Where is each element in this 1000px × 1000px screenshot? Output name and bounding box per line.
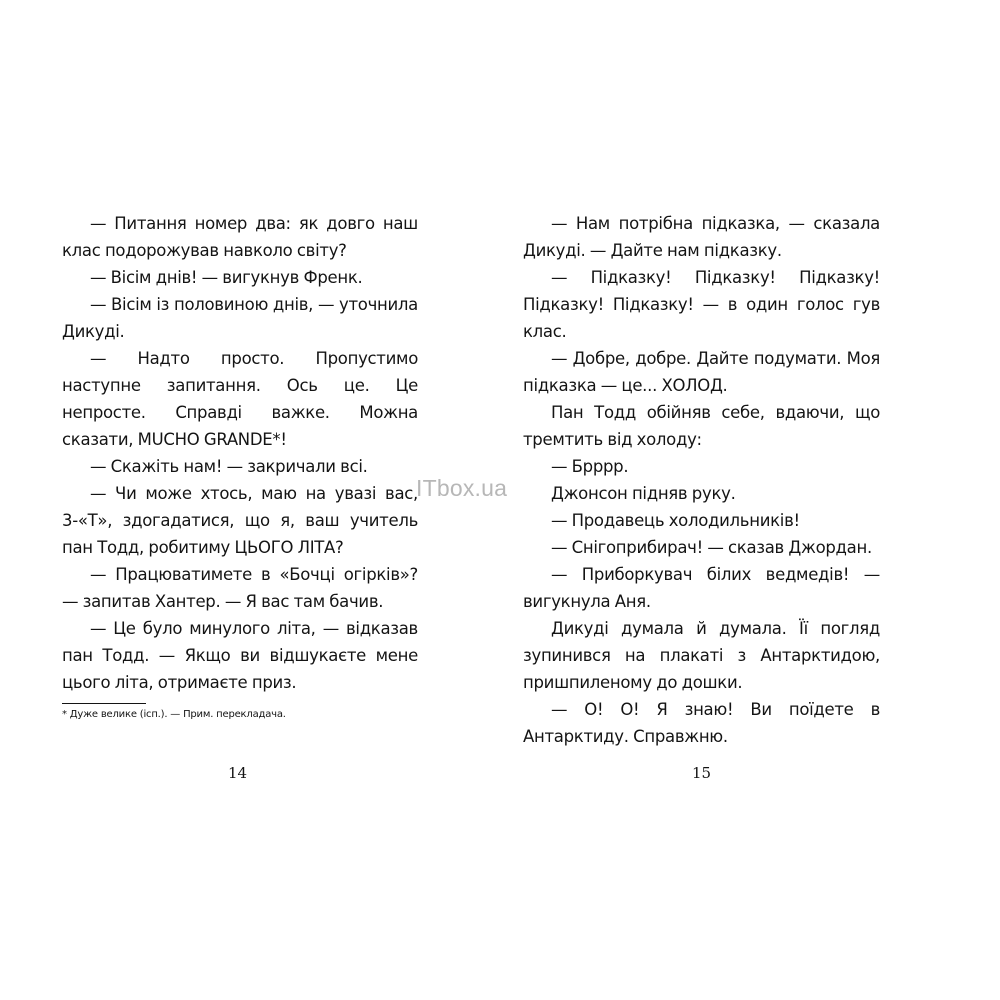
paragraph: — Снігоприбирач! — сказав Джордан.	[551, 538, 872, 557]
paragraph: — О! О! Я знаю! Ви поїдете в Антарктиду. Справжню.	[523, 700, 880, 746]
paragraph: — Брррр.	[551, 457, 629, 476]
paragraph: — Приборкувач білих ведмедів! — вигукнула Аня.	[523, 565, 880, 611]
footnote: * Дуже велике (ісп.). — Прим. перекладача.	[62, 709, 286, 720]
footnote-divider	[62, 703, 146, 704]
page-number-left: 14	[228, 764, 248, 782]
paragraph: Пан Тодд обійняв себе, вдаючи, що тремтить від холоду:	[523, 403, 880, 449]
paragraph: — Підказку! Підказку! Підказку! Підказку! Підказку! — в один голос гув клас.	[523, 268, 880, 341]
paragraph: — Працюватимете в «Бочці огірків»? — запитав Хантер. — Я вас там бачив.	[62, 565, 418, 611]
paragraph: — Надто просто. Пропустимо наступне запитання. Ось це. Це непросте. Справді важке. Можна сказати, MUCHO GRANDE*!	[62, 349, 418, 449]
watermark: ITbox.ua	[416, 475, 508, 501]
page-number-right: 15	[692, 764, 712, 782]
paragraph: — Чи може хтось, маю на увазі вас, 3-«Т», здогадатися, що я, ваш учитель пан Тодд, робитиму ЦЬОГО ЛІТА?	[62, 484, 418, 557]
paragraph: Джонсон підняв руку.	[551, 484, 736, 503]
paragraph: — Нам потрібна підказка, — сказала Дикуді. — Дайте нам підказку.	[523, 214, 880, 260]
paragraph: — Це було минулого літа, — відказав пан Тодд. — Якщо ви відшукаєте мене цього літа, отримаєте приз.	[62, 619, 418, 692]
paragraph: — Добре, добре. Дайте подумати. Моя підказка — це... ХОЛОД.	[523, 349, 880, 395]
paragraph: — Продавець холодильників!	[551, 511, 800, 530]
paragraph: — Питання номер два: як довго наш клас подорожував навколо світу?	[62, 214, 418, 260]
paragraph: — Вісім днів! — вигукнув Френк.	[90, 268, 363, 287]
paragraph: — Вісім із половиною днів, — уточнила Дикуді.	[62, 295, 418, 341]
right-page-text	[523, 210, 880, 750]
paragraph: Дикуді думала й думала. Її погляд зупинився на плакаті з Антарктидою, пришпиленому до дошки.	[523, 619, 880, 692]
paragraph: — Скажіть нам! — закричали всі.	[90, 457, 368, 476]
left-page-text	[62, 210, 418, 696]
